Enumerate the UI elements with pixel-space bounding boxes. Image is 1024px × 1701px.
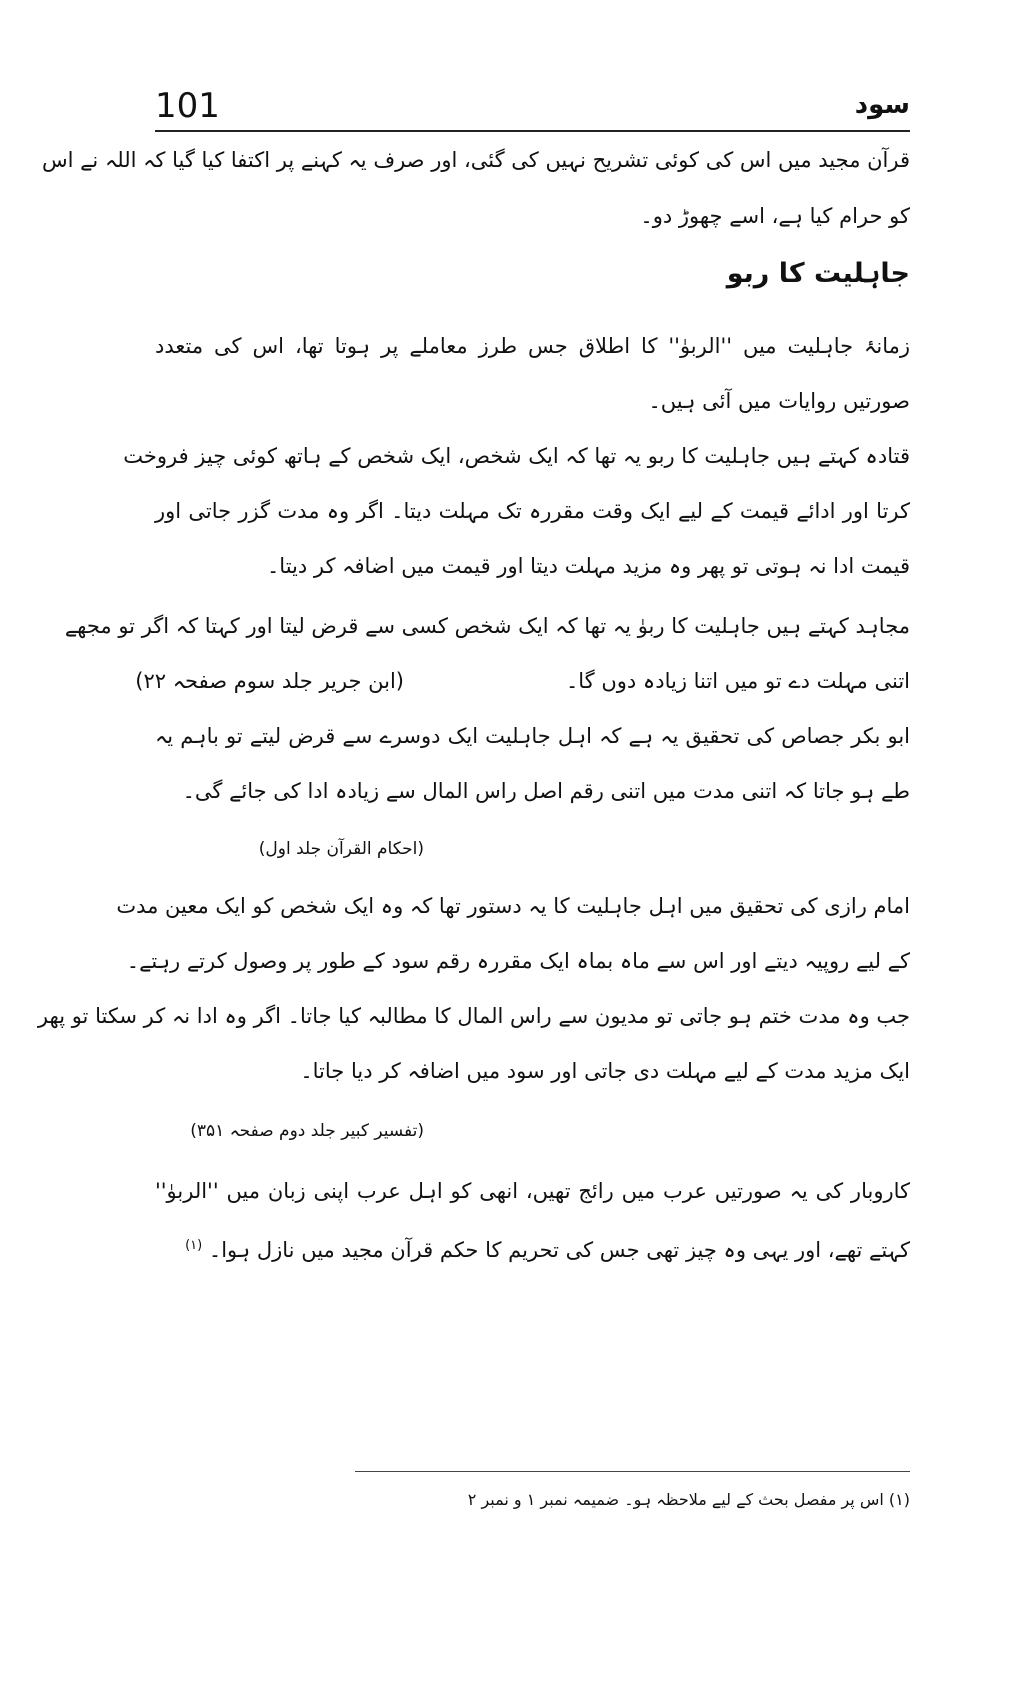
reference-citation: (تفسیر کبیر جلد دوم صفحہ ۳۵۱) [190, 1121, 424, 1141]
text-line: کو حرام کیا ہے، اسے چھوڑ دو۔ [640, 204, 910, 228]
page-header [155, 84, 910, 132]
text-line [185, 1226, 910, 1270]
reference-citation: (ابن جریر جلد سوم صفحہ ۲۲) [135, 669, 404, 693]
text-line: کے لیے روپیہ دیتے اور اس سے ماہ بماہ ایک مقررہ رقم سود کے طور پر وصول کرتے رہتے۔ [126, 949, 910, 973]
text-line: ابو بکر جصاص کی تحقیق یہ ہے کہ اہل جاہلیت ایک دوسرے سے قرض لیتے تو باہم یہ [155, 724, 910, 748]
text-line: قرآن مجید میں اس کی کوئی تشریح نہیں کی گئی، اور صرف یہ کہنے پر اکتفا کیا گیا کہ اللہ نے اس [41, 148, 910, 172]
text-line: صورتیں روایات میں آئی ہیں۔ [648, 389, 910, 413]
footnote-text: (۱) اس پر مفصل بحث کے لیے ملاحظہ ہو۔ ضمیمہ نمبر ۱ و نمبر ۲ [467, 1490, 910, 1509]
text-line: طے ہو جاتا کہ اتنی مدت میں اتنی رقم اصل راس المال سے زیادہ ادا کی جائے گی۔ [182, 779, 910, 803]
text-line: مجاہد کہتے ہیں جاہلیت کا ربوٰ یہ تھا کہ ایک شخص کسی سے قرض لیتا اور کہتا کہ اگر تو مجھے [64, 614, 910, 638]
text-line: قیمت ادا نہ ہوتی تو پھر وہ مزید مہلت دیتا اور قیمت میں اضافہ کر دیتا۔ [266, 554, 910, 578]
reference-citation: (احکام القرآن جلد اول) [258, 839, 424, 859]
footnote-marker: (۱) [185, 1238, 203, 1253]
footnote-divider [355, 1471, 910, 1472]
text-line: کرتا اور ادائے قیمت کے لیے ایک وقت مقررہ تک مہلت دیتا۔ اگر وہ مدت گزر جاتی اور [155, 499, 910, 523]
text-line: کاروبار کی یہ صورتیں عرب میں رائج تھیں، انھی کو اہل عرب اپنی زبان میں ''الربوٰ'' [155, 1179, 910, 1203]
text-line: اتنی مہلت دے تو میں اتنا زیادہ دوں گا۔ [565, 669, 910, 693]
section-heading: جاہلیت کا ربو [726, 258, 910, 289]
text-line: قتادہ کہتے ہیں جاہلیت کا ربو یہ تھا کہ ایک شخص، ایک شخص کے ہاتھ کوئی چیز فروخت [123, 444, 910, 468]
page-number: 101 [155, 86, 220, 126]
text-line: ایک مزید مدت کے لیے مہلت دی جاتی اور سود میں اضافہ کر دیا جاتا۔ [300, 1059, 910, 1083]
text-line: زمانۂ جاہلیت میں ''الربوٰ'' کا اطلاق جس طرز معاملے پر ہوتا تھا، اس کی متعدد [155, 334, 910, 358]
text-line-content: کہتے تھے، اور یہی وہ چیز تھی جس کی تحریم کا حکم قرآن مجید میں نازل ہوا۔ [208, 1238, 910, 1262]
running-title: سود [854, 90, 910, 120]
text-line: جب وہ مدت ختم ہو جاتی تو مدیون سے راس المال کا مطالبہ کیا جاتا۔ اگر وہ ادا نہ کر سکتا تو پھر [37, 1004, 910, 1028]
text-line: امام رازی کی تحقیق میں اہل جاہلیت کا یہ دستور تھا کہ وہ ایک شخص کو ایک معین مدت [116, 894, 910, 918]
